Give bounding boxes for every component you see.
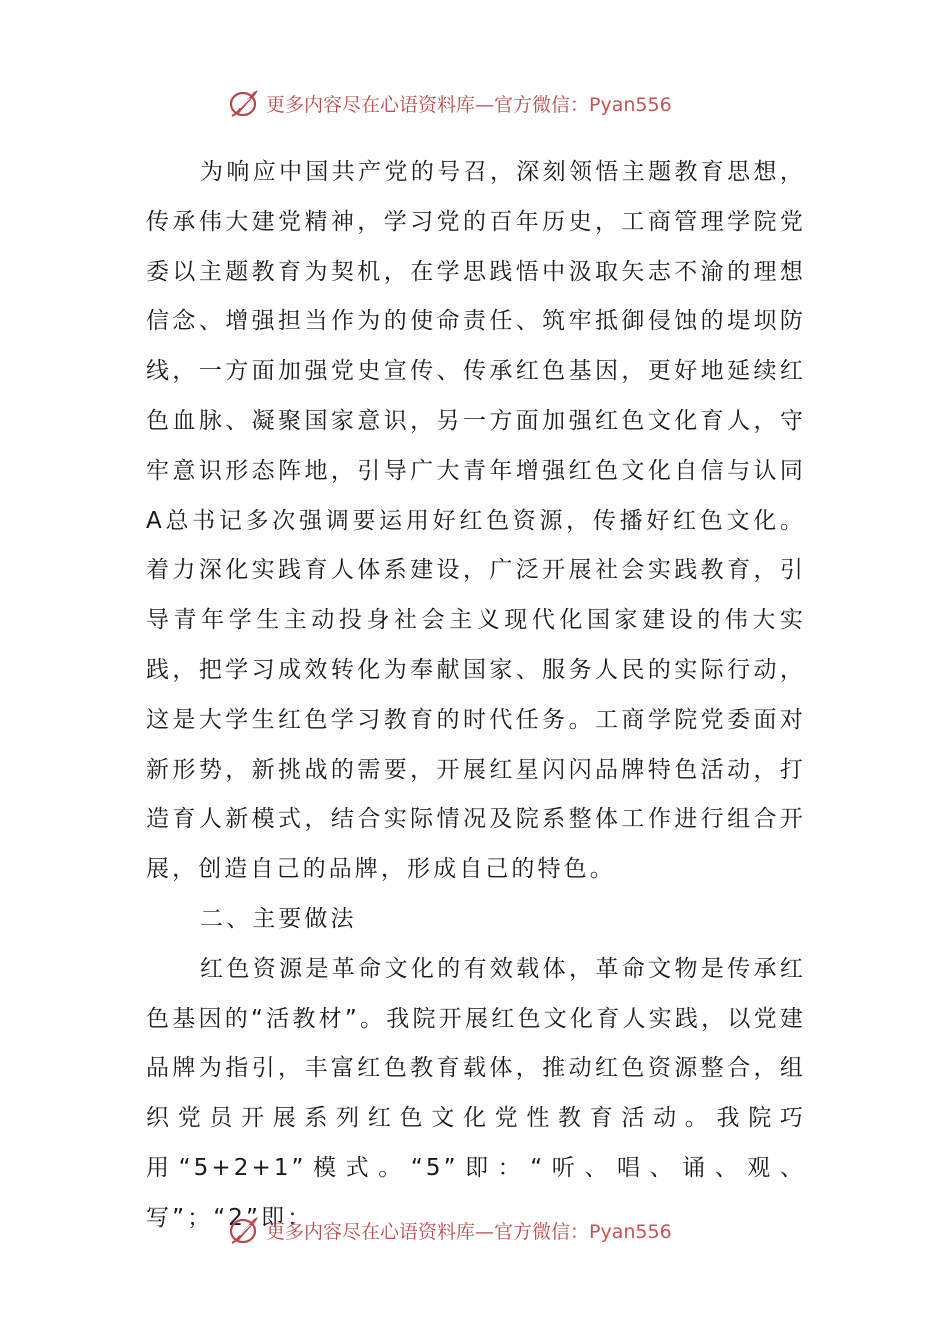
header-watermark-banner <box>228 86 748 120</box>
watermark-slogan: 更多内容尽在心语资料库 <box>266 93 476 116</box>
watermark-wechat-label: 官方微信： <box>494 93 590 116</box>
quill-pen-logo-icon <box>228 1213 262 1247</box>
watermark-text <box>266 90 672 117</box>
section-heading: 二、主要做法 <box>200 905 357 932</box>
body-paragraph-1: 为响应中国共产党的号召，深刻领悟主题教育思想，传承伟大建党精神，学习党的百年历史，工商管理学院党委以主题教育为契机，在学思践悟中汲取矢志不渝的理想信念、增强担当作为的使命责任、筑牢抵御侵蚀的堤坝防线，一方面加强党史宣传、传承红色基因，更好地延续红色血脉、凝聚国家意识，另一方面加强红色文化育人，守牢意识形态阵地，引导广大青年增强红色文化自信与认同A总书记多次强调要运用好红色资源，传播好红色文化。着力深化实践育人体系建设，广泛开展社会实践教育，引导青年学生主动投身社会主义现代化国家建设的伟大实践，把学习成效转化为奉献国家、服务人民的实际行动，这是大学生红色学习教育的时代任务。工商学院党委面对新形势，新挑战的需要，开展红星闪闪品牌特色活动，打造育人新模式，结合实际情况及院系整体工作进行组合开展，创造自己的品牌，形成自己的特色。 <box>146 159 806 883</box>
document-body <box>146 148 806 1244</box>
watermark-text <box>266 1217 672 1244</box>
watermark-wechat-label: 官方微信： <box>494 1220 590 1243</box>
quill-pen-logo-icon <box>228 86 262 120</box>
watermark-slogan: 更多内容尽在心语资料库 <box>266 1220 476 1243</box>
footer-watermark-banner <box>228 1213 748 1247</box>
watermark-separator: — <box>475 1220 495 1243</box>
watermark-wechat-id: Pyan556 <box>589 1220 672 1243</box>
body-paragraph-2: 红色资源是革命文化的有效载体，革命文物是传承红色基因的“活教材”。我院开展红色文化育人实践，以党建品牌为指引，丰富红色教育载体，推动红色资源整合，组织党员开展系列红色文化党性教育活动。我院巧用“5+2+1”模式。“5”即：“听、唱、诵、观、写”；“2”即： <box>146 955 806 1231</box>
watermark-wechat-id: Pyan556 <box>589 93 672 116</box>
watermark-separator: — <box>475 93 495 116</box>
